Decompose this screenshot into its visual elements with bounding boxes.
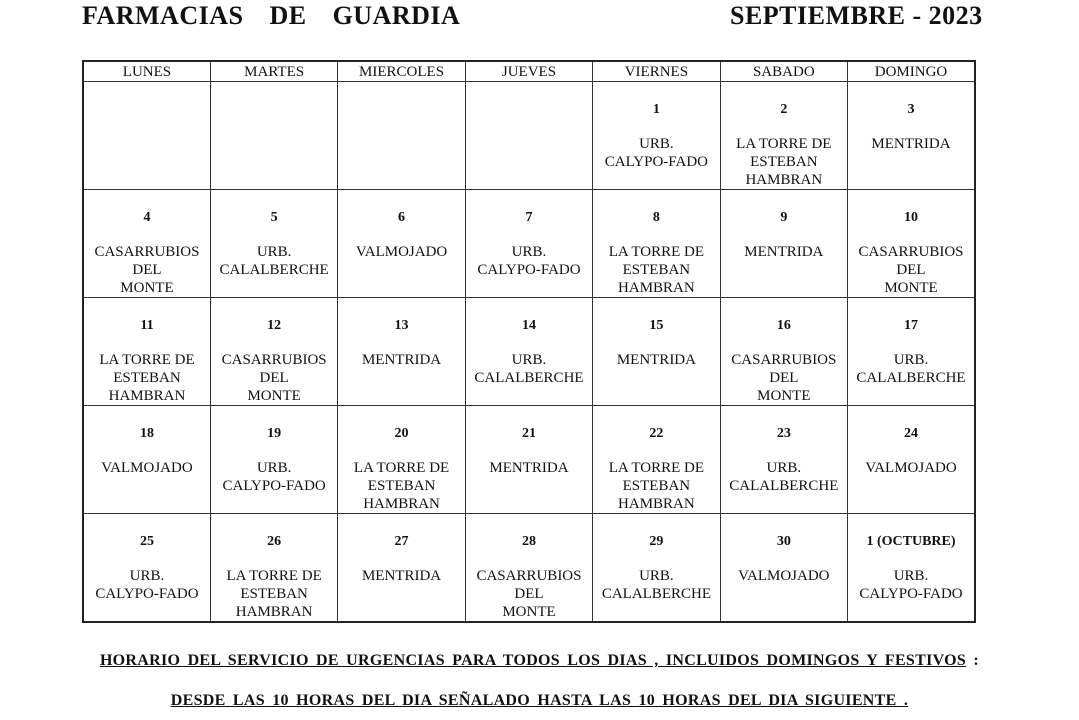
week-row [83,406,975,514]
day-number: 30 [776,534,791,549]
pharmacy-name: URB. CALALBERCHE [729,460,839,494]
schedule-colon: : [973,652,980,669]
day-number: 18 [139,426,154,441]
day-cell [593,82,720,190]
day-number: 6 [398,210,406,225]
day-cell [465,406,592,514]
pharmacy-name: CASARRUBIOS DEL MONTE [858,244,964,296]
day-number: 9 [780,210,788,225]
day-number: 29 [649,534,664,549]
day-cell [338,190,465,298]
day-number: 20 [394,426,409,441]
weekday-header-monday: LUNES [83,61,210,82]
month-year-title: SEPTIEMBRE - 2023 [730,1,983,30]
day-cell [720,514,847,623]
weekday-header-friday: VIERNES [593,61,720,82]
day-number: 26 [267,534,282,549]
day-cell [210,406,337,514]
day-cell [210,190,337,298]
day-cell [83,82,210,190]
day-cell [83,514,210,623]
day-cell [465,514,592,623]
day-cell [848,298,975,406]
pharmacy-name: URB. CALALBERCHE [856,352,966,386]
weekday-header-row [83,61,975,82]
schedule-hours: DESDE LAS 10 HORAS DEL DIA SEÑALADO HASTA LAS 10 HORAS DEL DIA SIGUIENTE . [170,692,909,709]
day-cell [848,82,975,190]
day-number: 15 [649,318,664,333]
day-cell [338,298,465,406]
day-cell [83,190,210,298]
weekday-header-saturday: SABADO [720,61,847,82]
pharmacy-name: MENTRIDA [616,352,696,368]
pharmacy-name: MENTRIDA [361,568,442,584]
day-number: 12 [267,318,282,333]
day-number: 22 [649,426,664,441]
calendar-body [83,82,975,623]
pharmacy-name: LA TORRE DE ESTEBAN HAMBRAN [99,352,195,404]
day-number: 16 [776,318,791,333]
day-cell [593,190,720,298]
day-cell [338,82,465,190]
day-number: 10 [904,210,919,225]
day-number: 2 [780,102,788,117]
day-cell [210,298,337,406]
pharmacy-name: LA TORRE DE ESTEBAN HAMBRAN [608,460,705,512]
day-number: 23 [776,426,791,441]
day-cell [83,298,210,406]
duty-calendar-table [82,60,976,623]
day-cell [720,406,847,514]
page-title: FARMACIAS DE GUARDIA [82,1,461,30]
pharmacy-name: URB. CALYPO-FADO [477,244,581,278]
pharmacy-name: VALMOJADO [865,460,957,476]
pharmacy-name: URB. CALALBERCHE [219,244,329,278]
schedule-heading: HORARIO DEL SERVICIO DE URGENCIAS PARA TODOS LOS DIAS , INCLUIDOS DOMINGOS Y FESTIVOS [99,652,967,669]
day-number: 17 [904,318,919,333]
day-number: 11 [140,318,154,333]
day-cell [465,82,592,190]
weekday-header-sunday: DOMINGO [848,61,975,82]
day-cell [210,514,337,623]
weekday-header-thursday: JUEVES [465,61,592,82]
week-row [83,298,975,406]
pharmacy-name: URB. CALALBERCHE [601,568,711,602]
day-number: 5 [270,210,278,225]
pharmacy-name: MENTRIDA [489,460,569,476]
pharmacy-name: CASARRUBIOS DEL MONTE [476,568,582,620]
pharmacy-name: MENTRIDA [744,244,824,260]
pharmacy-name: VALMOJADO [101,460,193,476]
day-number: 27 [394,534,409,549]
day-number: 21 [521,426,536,441]
pharmacy-name: VALMOJADO [738,568,830,584]
pharmacy-name: MENTRIDA [871,136,951,152]
day-cell [720,190,847,298]
pharmacy-name: URB. CALYPO-FADO [222,460,326,494]
pharmacy-name: CASARRUBIOS DEL MONTE [221,352,327,404]
pharmacy-name: LA TORRE DE ESTEBAN HAMBRAN [736,136,832,188]
day-cell [465,190,592,298]
day-cell [465,298,592,406]
pharmacy-name: URB. CALYPO-FADO [859,568,963,602]
day-number: 4 [143,210,151,225]
day-cell [593,514,720,623]
pharmacy-name: LA TORRE DE ESTEBAN HAMBRAN [608,244,705,296]
weekday-header-wednesday: MIERCOLES [338,61,465,82]
pharmacy-name: URB. CALYPO-FADO [95,568,199,602]
day-cell [338,406,465,514]
schedule-note [0,652,1079,670]
weekday-header-tuesday: MARTES [210,61,337,82]
pharmacy-name: URB. CALYPO-FADO [604,136,709,170]
day-cell [720,82,847,190]
pharmacy-name: LA TORRE DE ESTEBAN HAMBRAN [226,568,322,620]
day-number: 19 [267,426,282,441]
day-cell [338,514,465,623]
pharmacy-name: CASARRUBIOS DEL MONTE [731,352,837,404]
day-number: 13 [394,318,409,333]
day-number: 3 [907,102,915,117]
day-number: 1 [652,102,660,117]
day-cell [83,406,210,514]
pharmacy-name: MENTRIDA [361,352,442,368]
day-cell [593,298,720,406]
day-cell [720,298,847,406]
week-row [83,82,975,190]
day-number: 1 (OCTUBRE) [866,534,956,549]
pharmacy-name: LA TORRE DE ESTEBAN HAMBRAN [353,460,450,512]
day-number: 8 [652,210,660,225]
pharmacy-name: URB. CALALBERCHE [474,352,584,386]
week-row [83,514,975,623]
day-number: 25 [139,534,154,549]
day-cell [210,82,337,190]
pharmacy-name: VALMOJADO [355,244,448,260]
day-number: 28 [521,534,536,549]
week-row [83,190,975,298]
day-cell [848,190,975,298]
day-number: 7 [525,210,533,225]
day-cell [848,406,975,514]
day-number: 14 [521,318,536,333]
day-cell [593,406,720,514]
day-number: 24 [904,426,919,441]
pharmacy-name: CASARRUBIOS DEL MONTE [94,244,200,296]
day-cell [848,514,975,623]
